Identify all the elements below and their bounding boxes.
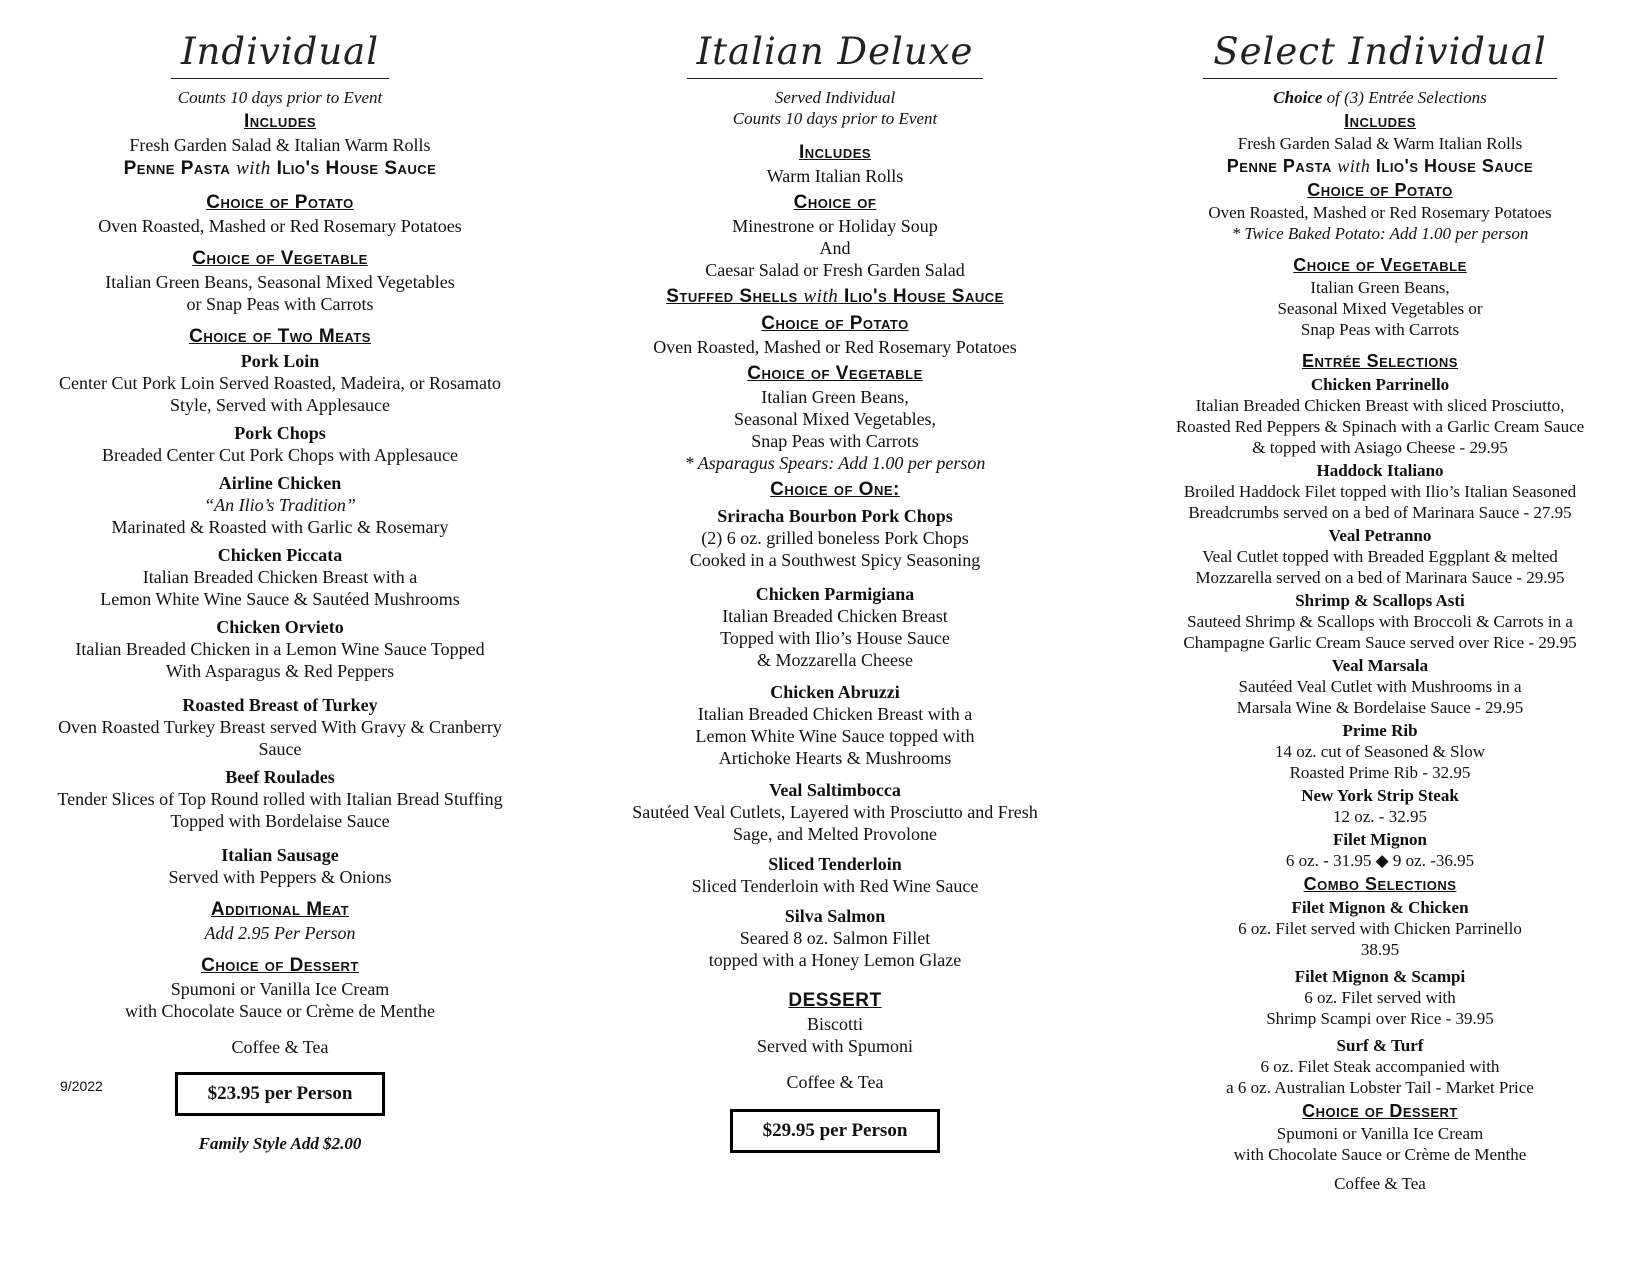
combo-name: Surf & Turf [1336,1036,1424,1055]
meat-desc: Breaded Center Cut Pork Chops with Applesauce [102,445,458,465]
meat-item [20,616,540,682]
entree-desc: & topped with Asiago Cheese - 29.95 [1252,438,1508,457]
entree-desc: Roasted Prime Rib - 32.95 [1289,763,1471,782]
meat-item [20,766,540,832]
meat-item [20,844,540,888]
vegetable-line: Italian Green Beans, Seasonal Mixed Vegetables [105,272,455,292]
meat-name: Pork Loin [240,351,320,371]
dessert-line: Spumoni or Vanilla Ice Cream [1276,1124,1484,1143]
includes-text: Fresh Garden Salad & Italian Warm Rolls [129,135,431,155]
shells-with: with [803,286,839,307]
shells-part-b: Ilio's House Sauce [838,286,1004,307]
entree-desc: Veal Cutlet topped with Breaded Eggplant & melted [1202,547,1558,566]
entree-desc: Sliced Tenderloin with Red Wine Sauce [691,876,979,896]
entree-item [1125,460,1635,523]
meat-desc: Served with Peppers & Onions [168,867,392,887]
meat-desc: Style, Served with Applesauce [170,395,390,415]
shells-part-a: Stuffed Shells [666,286,804,307]
entree-name: Filet Mignon [1333,830,1427,849]
entree-desc: Sage, and Melted Provolone [733,824,937,844]
pasta-part-b: Ilio's House Sauce [270,158,437,179]
entree-name: Veal Marsala [1331,656,1429,675]
entree-item [1125,590,1635,653]
entree-name: Chicken Parrinello [1310,375,1450,394]
entree-item [1125,374,1635,458]
coffee-tea: Coffee & Tea [786,1072,884,1092]
combo-item [1125,1035,1635,1098]
dessert-line: Served with Spumoni [757,1036,913,1056]
dessert-heading: Choice of Dessert [201,955,359,976]
entree-item [1125,829,1635,871]
choice-line: Minestrone or Holiday Soup [732,216,938,236]
menu-date: 9/2022 [60,1078,103,1094]
entree-desc: Roasted Red Peppers & Spinach with a Garlic Cream Sauce [1175,417,1585,436]
entree-list [1125,374,1635,871]
coffee-tea: Coffee & Tea [231,1037,329,1057]
includes-heading: Includes [1344,111,1416,131]
meat-tagline: “An Ilio’s Tradition” [204,495,356,515]
entree-item [585,853,1085,897]
vegetable-heading: Choice of Vegetable [747,363,923,384]
entree-name: Chicken Abruzzi [770,682,900,702]
entree-desc: Italian Breaded Chicken Breast with sliced Prosciutto, [1195,396,1565,415]
entree-name: Veal Saltimbocca [769,780,901,800]
entree-desc: Broiled Haddock Filet topped with Ilio’s Italian Seasoned [1183,482,1577,501]
entree-desc: Topped with Ilio’s House Sauce [720,628,950,648]
meat-name: Pork Chops [234,423,326,443]
choice-line: Caesar Salad or Fresh Garden Salad [705,260,965,280]
entree-desc: Italian Breaded Chicken Breast with a [697,704,973,724]
menu-column-individual [20,28,540,1154]
subtitle-line: Counts 10 days prior to Event [732,109,938,128]
combo-list [1125,897,1635,1098]
entree-name: Sriracha Bourbon Pork Chops [717,506,953,526]
pasta-part-a: Penne Pasta [1226,156,1338,176]
vegetable-line: Seasonal Mixed Vegetables or [1277,299,1483,318]
entree-desc: & Mozzarella Cheese [757,650,913,670]
meat-desc: Topped with Bordelaise Sauce [170,811,390,831]
dessert-heading: DESSERT [788,990,882,1011]
potato-heading: Choice of Potato [206,192,354,213]
coffee-tea: Coffee & Tea [1334,1174,1426,1193]
meat-desc: Tender Slices of Top Round rolled with Italian Bread Stuffing [57,789,503,809]
vegetable-line: Italian Green Beans, [1310,278,1450,297]
entree-list [585,505,1085,971]
entree-desc: Cooked in a Southwest Spicy Seasoning [689,550,981,570]
entree-desc: Champagne Garlic Cream Sauce served over Rice - 29.95 [1183,633,1577,652]
dessert-line: with Chocolate Sauce or Crème de Menthe [125,1001,435,1021]
meat-name: Italian Sausage [221,845,339,865]
pasta-with: with [1337,156,1371,176]
entree-item [585,583,1085,671]
vegetable-note: * Asparagus Spears: Add 1.00 per person [684,453,986,473]
meat-desc: Sauce [258,739,302,759]
entree-name: Shrimp & Scallops Asti [1295,591,1465,610]
meat-desc: Italian Breaded Chicken Breast with a [142,567,418,587]
entree-desc: Breadcrumbs served on a bed of Marinara Sauce - 27.95 [1188,503,1572,522]
menu-column-italian-deluxe [585,28,1085,1153]
entree-desc: 14 oz. cut of Seasoned & Slow [1274,742,1486,761]
pasta-part-b: Ilio's House Sauce [1370,156,1534,176]
vegetable-line: Italian Green Beans, [761,387,909,407]
entree-desc: Sautéed Veal Cutlet with Mushrooms in a [1238,677,1522,696]
entree-name: Prime Rib [1342,721,1418,740]
entree-name: Veal Petranno [1328,526,1432,545]
vegetable-line: Snap Peas with Carrots [1300,320,1460,339]
meat-name: Chicken Piccata [217,545,343,565]
combo-desc: Shrimp Scampi over Rice - 39.95 [1266,1009,1494,1028]
entree-desc: Sauteed Shrimp & Scallops with Broccoli & Carrots in a [1187,612,1573,631]
meat-name: Roasted Breast of Turkey [182,695,378,715]
combo-desc: 6 oz. Filet Steak accompanied with [1260,1057,1500,1076]
subtitle-line: Served Individual [774,88,896,107]
meat-name: Beef Roulades [225,767,335,787]
entree-name: Silva Salmon [784,906,886,926]
entree-item [1125,655,1635,718]
meat-desc: Marinated & Roasted with Garlic & Rosemary [111,517,449,537]
combo-selections-heading: Combo Selections [1303,874,1457,894]
meat-name: Airline Chicken [218,473,342,493]
potato-heading: Choice of Potato [1307,180,1453,200]
includes-text: Warm Italian Rolls [766,166,904,186]
price-box: $23.95 per Person [175,1072,386,1116]
entree-name: New York Strip Steak [1301,786,1459,805]
additional-meat-heading: Additional Meat [210,899,350,920]
entree-desc: 6 oz. - 31.95 ◆ 9 oz. -36.95 [1285,851,1475,870]
pasta-line [1125,155,1635,177]
individual-title: Individual [171,28,389,79]
potato-text: Oven Roasted, Mashed or Red Rosemary Potatoes [1208,203,1552,222]
additional-meat-text: Add 2.95 Per Person [204,923,356,943]
entree-desc: Seared 8 oz. Salmon Fillet [739,928,931,948]
family-style-note: Family Style Add $2.00 [198,1134,362,1153]
select-subtitle [1125,87,1635,108]
meats-heading: Choice of Two Meats [189,326,371,347]
stuffed-shells-line [585,285,1085,308]
entree-item [585,779,1085,845]
vegetable-line: Seasonal Mixed Vegetables, [733,409,937,429]
entree-desc: Lemon White Wine Sauce topped with [695,726,975,746]
subtitle-choice: Choice [1273,88,1323,107]
meat-item [20,422,540,466]
pasta-line [20,157,540,180]
entree-item [1125,785,1635,827]
meat-item [20,472,540,538]
entree-item [585,905,1085,971]
choice-heading: Choice of [793,192,877,213]
combo-name: Filet Mignon & Scampi [1294,967,1466,986]
entree-name: Chicken Parmigiana [755,584,915,604]
entree-item [585,505,1085,571]
select-individual-title: Select Individual [1203,28,1556,79]
individual-subtitle: Counts 10 days prior to Event [177,88,383,107]
entree-desc: topped with a Honey Lemon Glaze [708,950,962,970]
dessert-line: with Chocolate Sauce or Crème de Menthe [1233,1145,1527,1164]
dessert-heading: Choice of Dessert [1302,1101,1458,1121]
combo-desc: 38.95 [1360,940,1400,959]
potato-text: Oven Roasted, Mashed or Red Rosemary Potatoes [98,216,462,236]
entree-selections-heading: Entrée Selections [1302,351,1458,371]
entree-desc: Artichoke Hearts & Mushrooms [718,748,952,768]
meat-item [20,350,540,416]
subtitle-rest: of (3) Entrée Selections [1322,88,1487,107]
dessert-line: Spumoni or Vanilla Ice Cream [170,979,390,999]
dessert-line: Biscotti [806,1014,863,1034]
includes-text: Fresh Garden Salad & Warm Italian Rolls [1237,134,1523,153]
vegetable-line: or Snap Peas with Carrots [186,294,374,314]
potato-heading: Choice of Potato [761,313,909,334]
potato-text: Oven Roasted, Mashed or Red Rosemary Potatoes [653,337,1017,357]
combo-name: Filet Mignon & Chicken [1291,898,1469,917]
entree-item [585,681,1085,769]
entree-desc: Marsala Wine & Bordelaise Sauce - 29.95 [1236,698,1524,717]
meat-desc: Lemon White Wine Sauce & Sautéed Mushrooms [100,589,460,609]
vegetable-heading: Choice of Vegetable [1293,255,1467,275]
choice-line: And [819,238,851,258]
entree-item [1125,720,1635,783]
meat-item [20,544,540,610]
combo-item [1125,966,1635,1029]
meat-desc: Oven Roasted Turkey Breast served With Gravy & Cranberry [58,717,502,737]
entree-desc: Mozzarella served on a bed of Marinara Sauce - 29.95 [1195,568,1565,587]
combo-desc: a 6 oz. Australian Lobster Tail - Market Price [1226,1078,1534,1097]
meat-desc: With Asparagus & Red Peppers [165,661,395,681]
meat-name: Chicken Orvieto [216,617,344,637]
includes-heading: Includes [798,142,872,163]
price-box: $29.95 per Person [730,1109,941,1153]
entree-name: Sliced Tenderloin [768,854,902,874]
entree-desc: 12 oz. - 32.95 [1333,807,1427,826]
entree-desc: Italian Breaded Chicken Breast [722,606,948,626]
pasta-with: with [236,158,271,179]
italian-deluxe-title: Italian Deluxe [687,28,984,79]
meat-list [20,350,540,888]
meat-desc: Italian Breaded Chicken in a Lemon Wine Sauce Topped [75,639,485,659]
potato-note: * Twice Baked Potato: Add 1.00 per person [1231,224,1529,243]
includes-heading: Includes [243,111,317,132]
meat-item [20,694,540,760]
menu-column-select-individual [1125,28,1635,1194]
combo-desc: 6 oz. Filet served with Chicken Parrinello [1238,919,1522,938]
vegetable-heading: Choice of Vegetable [192,248,368,269]
entree-desc: (2) 6 oz. grilled boneless Pork Chops [701,528,969,548]
vegetable-line: Snap Peas with Carrots [751,431,919,451]
combo-desc: 6 oz. Filet served with [1304,988,1456,1007]
combo-item [1125,897,1635,960]
entree-name: Haddock Italiano [1316,461,1444,480]
pasta-part-a: Penne Pasta [123,158,237,179]
choice-of-one-heading: Choice of One: [770,479,900,500]
meat-desc: Center Cut Pork Loin Served Roasted, Madeira, or Rosamato [59,373,501,393]
entree-desc: Sautéed Veal Cutlets, Layered with Prosciutto and Fresh [632,802,1038,822]
entree-item [1125,525,1635,588]
